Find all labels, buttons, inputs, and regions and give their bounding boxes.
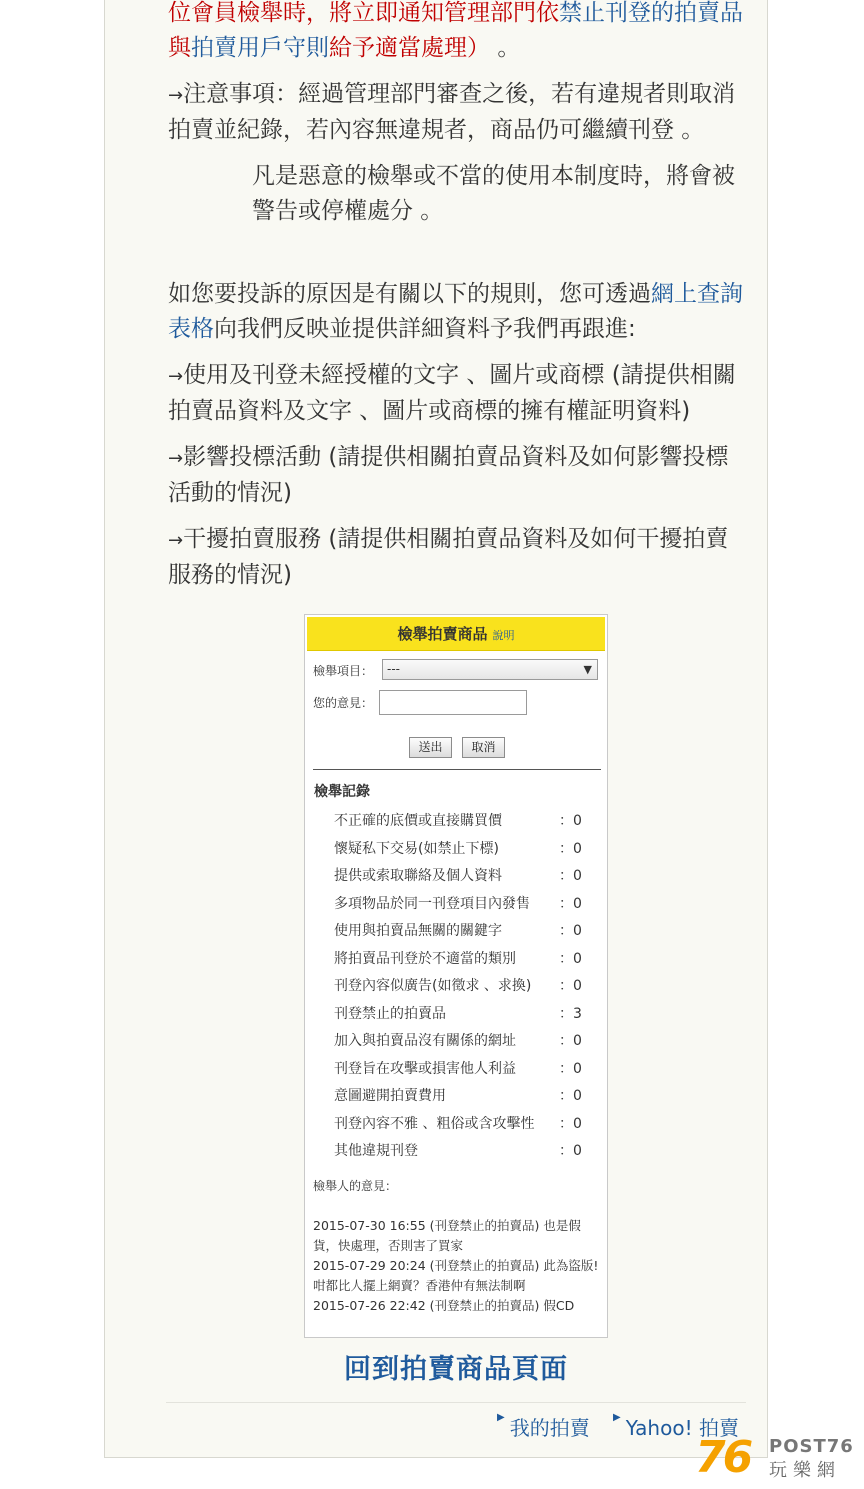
report-log-label: 刊登內容似廣告(如徵求 、求換)	[334, 978, 532, 994]
report-log-count: ：0	[559, 1143, 582, 1159]
report-log-count: ：0	[559, 840, 582, 857]
footer-divider	[166, 1402, 746, 1403]
prohibited-items-link[interactable]: 禁止刊登的拍賣品	[559, 0, 743, 26]
report-log-item	[334, 1056, 594, 1084]
dropdown-caret-icon: ▼	[583, 663, 592, 676]
opinion-input[interactable]	[379, 690, 527, 715]
report-log-label: 刊登禁止的拍賣品	[334, 1005, 446, 1022]
opinion-label: 您的意見：	[313, 696, 374, 710]
arrow-right-icon: →	[168, 366, 184, 387]
report-log-count: ：0	[559, 1060, 582, 1077]
rule-item: →干擾拍賣服務 (請提供相關拍賣品資料及如何干擾拍賣服務的情況)	[168, 526, 729, 588]
report-log-count: ：3	[559, 1005, 582, 1022]
help-link[interactable]: 說明	[492, 629, 515, 642]
report-log-item	[334, 1138, 594, 1166]
report-log-label: 多項物品於同一刊登項目內發售	[334, 895, 530, 912]
report-log-item	[334, 863, 594, 891]
online-query-form-link[interactable]: 網上查詢表格	[168, 281, 743, 342]
post76-watermark	[695, 1432, 855, 1483]
watermark-post: POST76	[769, 1436, 854, 1457]
report-log-item	[334, 891, 594, 919]
report-log-item	[334, 836, 594, 864]
report-panel	[304, 614, 608, 1338]
yahoo-auction-link[interactable]: ▶ Yahoo! 拍賣	[613, 1412, 739, 1440]
user-rules-link[interactable]: 拍賣用戶守則	[191, 35, 329, 61]
cancel-button[interactable]: 取消	[462, 737, 505, 758]
report-log-item	[334, 946, 594, 974]
report-log-item	[334, 1083, 594, 1111]
article-complaint-intro: 如您要投訴的原因是有關以下的規則，您可透過網上查詢表格向我們反映並提供詳細資料予我們再跟進:	[168, 281, 743, 342]
triangle-right-icon: ▶	[613, 1412, 621, 1423]
report-log-item	[334, 1028, 594, 1056]
report-log-label: 意圖避開拍賣費用	[334, 1088, 446, 1104]
report-log-label: 懷疑私下交易(如禁止下標)	[334, 840, 499, 857]
report-log-item	[334, 1111, 594, 1139]
report-log-count: ：0	[559, 950, 582, 967]
submit-button[interactable]: 送出	[409, 737, 452, 758]
rule-item: →影響投標活動 (請提供相關拍賣品資料及如何影響投標活動的情況)	[168, 444, 729, 506]
report-log-item	[334, 918, 594, 946]
comment-entry: 2015-07-30 16:55 (刊登禁止的拍賣品) 也是假貨，快處理，否則害了買家	[313, 1218, 581, 1253]
report-log-item	[334, 808, 594, 836]
article-notice: →注意事項：經過管理部門審查之後，若有違規者則取消拍賣並紀錄，若內容無違規者，商品仍可繼續刊登 。	[168, 81, 736, 143]
report-log-list	[334, 808, 594, 1166]
comments-label: 檢舉人的意見：	[313, 1179, 398, 1193]
rule-item: →使用及刊登未經授權的文字 、圖片或商標 (請提供相關拍賣品資料及文字 、圖片或商標的擁有權証明資料)	[168, 362, 736, 424]
report-log-item	[334, 1001, 594, 1029]
back-to-item-link[interactable]: 回到拍賣商品頁面	[344, 1354, 568, 1385]
report-log-label: 加入與拍賣品沒有關係的網址	[334, 1033, 516, 1049]
comment-entry: 2015-07-29 20:24 (刊登禁止的拍賣品) 此為盜版!咁都比人擺上網賣？香港仲有無法制啊	[313, 1258, 599, 1293]
report-log-count: ：0	[559, 978, 582, 994]
report-log-label: 其他違規刊登	[334, 1143, 418, 1159]
arrow-right-icon: →	[168, 85, 184, 106]
arrow-right-icon: →	[168, 530, 184, 551]
comments-list	[313, 1216, 603, 1316]
report-log-item	[334, 973, 594, 1001]
watermark-number: 76	[695, 1432, 751, 1483]
report-panel-header	[307, 617, 605, 651]
report-log-count: ：0	[559, 868, 582, 884]
report-log-label: 不正確的底價或直接購買價	[334, 813, 502, 829]
triangle-right-icon: ▶	[497, 1412, 505, 1423]
report-log-count: ：0	[559, 923, 582, 939]
report-log-count: ：0	[559, 813, 582, 829]
report-log-label: 刊登內容不雅 、粗俗或含攻擊性	[334, 1115, 535, 1132]
report-log-title: 檢舉記錄	[314, 784, 370, 800]
report-log-label: 提供或索取聯絡及個人資料	[334, 868, 502, 884]
report-log-label: 使用與拍賣品無關的關鍵字	[334, 923, 502, 939]
arrow-right-icon: →	[168, 448, 184, 469]
report-item-select[interactable]: --- ▼	[382, 659, 598, 680]
article-warning: 凡是惡意的檢舉或不當的使用本制度時，將會被警告或停權處分 。	[252, 163, 735, 224]
article-paragraph-1: 位會員檢舉時，將立即通知管理部門依禁止刊登的拍賣品與拍賣用戶守則給予適當處理） 。	[168, 0, 743, 61]
report-log-count: ：0	[559, 1115, 582, 1132]
report-log-count: ：0	[559, 1033, 582, 1049]
report-log-label: 刊登旨在攻擊或損害他人利益	[334, 1060, 516, 1077]
report-log-count: ：0	[559, 895, 582, 912]
watermark-cn: 玩樂網	[769, 1460, 841, 1481]
divider	[313, 769, 601, 770]
article-body	[168, 0, 743, 604]
comment-entry: 2015-07-26 22:42 (刊登禁止的拍賣品) 假CD	[313, 1298, 575, 1313]
my-auction-link[interactable]: ▶ 我的拍賣	[497, 1412, 590, 1440]
report-log-label: 將拍賣品刊登於不適當的類別	[334, 950, 516, 967]
report-log-count: ：0	[559, 1088, 582, 1104]
report-item-label: 檢舉項目：	[313, 664, 374, 678]
report-panel-title: 檢舉拍賣商品	[397, 625, 488, 643]
